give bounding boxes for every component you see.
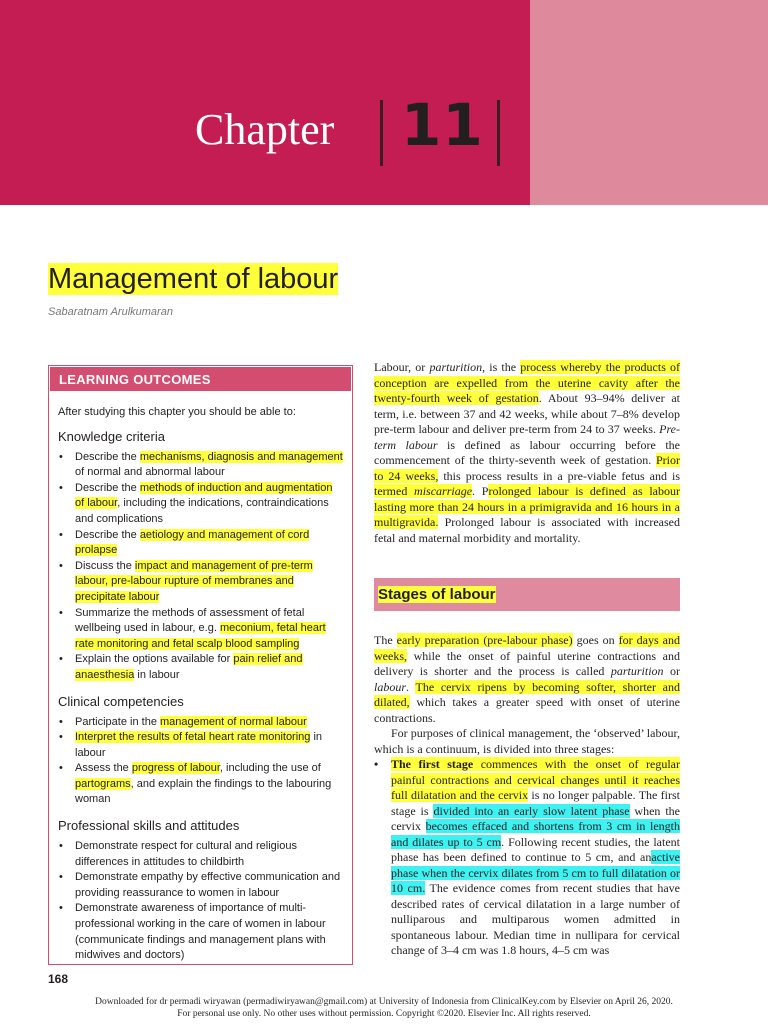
stages-paragraph-1: The early preparation (pre-labour phase) goes on for days and weeks, while the onset of painful uterine contractions and delivery is shorter and the process is called parturition or labour. The cervix ripens by becoming softer, shorter and dilated, which takes a greater speed with onset of uterine contractions. bbox=[374, 633, 680, 725]
list-item: • Describe the aetiology and management of cord prolapse bbox=[58, 528, 343, 559]
section-heading: Stages of labour bbox=[378, 586, 496, 603]
knowledge-criteria-heading: Knowledge criteria bbox=[58, 428, 165, 444]
footer-line-2: For personal use only. No other uses without permission. Copyright ©2020. Elsevier Inc. All rights reserved. bbox=[177, 1009, 591, 1019]
page-number: 168 bbox=[48, 972, 69, 986]
list-item: • Summarize the methods of assessment of fetal wellbeing used in labour, e.g. meconium, fetal heart rate monitoring and fetal scalp blood sampling bbox=[58, 606, 343, 653]
clinical-competencies-list bbox=[58, 715, 343, 809]
chapter-author: Sabaratnam Arulkumaran bbox=[48, 306, 173, 318]
knowledge-criteria-list bbox=[58, 450, 343, 684]
stages-paragraph-2: For purposes of clinical management, the ‘observed’ labour, which is a continuum, is divided into three stages: bbox=[374, 726, 680, 756]
learning-outcomes-content bbox=[58, 405, 343, 974]
list-item: • Demonstrate awareness of importance of multi-professional working in the care of women in labour (communicate findings and management plans with midwives and doctors) bbox=[58, 901, 343, 963]
clinical-competencies-heading: Clinical competencies bbox=[58, 693, 184, 709]
list-item: • Discuss the impact and management of pre-term labour, pre-labour rupture of membranes and precipitate labour bbox=[58, 559, 343, 606]
list-item: • Demonstrate respect for cultural and religious differences in attitudes to childbirth bbox=[58, 839, 343, 870]
list-item: • Describe the mechanisms, diagnosis and management of normal and abnormal labour bbox=[58, 450, 343, 481]
intro-paragraph: Labour, or parturition, is the process whereby the products of conception are expelled from the uterine cavity after the twenty-fourth week of gestation. About 93–94% deliver at term, i.e. between 37 and 42 weeks, while about 7–8% develop pre-term labour and deliver pre-term from 24 to 37 weeks. Pre-term labour is defined as labour occurring before the commencement of the thirty-seventh week of gestation. Prior to 24 weeks, this process results in a pre-viable fetus and is termed miscarriage. Prolonged labour is defined as labour lasting more than 24 hours in a primigravida and 16 hours in a multigravida. Prolonged labour is associated with increased fetal and maternal morbidity and mortality. bbox=[374, 360, 681, 545]
section-heading-bar bbox=[374, 578, 680, 611]
list-item: • Describe the methods of induction and augmentation of labour, including the indications, contraindications and complications bbox=[58, 481, 343, 528]
first-stage-item: • The first stage commences with the onset of regular painful contractions and cervical changes until it reaches full dilatation and the cervix is no longer palpable. The first stage is divided into an early slow latent phase when the cervix becomes effaced and shortens from 3 cm in length and dilates up to 5 cm. Following recent studies, the latent phase has been defined to continue to 5 cm, and anactive phase when the cervix dilates from 5 cm to full dilatation or 10 cm. The evidence comes from recent studies that have described rates of cervical dilatation in a large number of nulliparous and multiparous women admitted in spontaneous labour. Median time in nullipara for cervical change of 3–4 cm was 1.8 hours, 4–5 cm was bbox=[374, 757, 680, 959]
learning-outcomes-intro: After studying this chapter you should be able to: bbox=[58, 406, 296, 418]
footer-line-1: Downloaded for dr permadi wiryawan (permadiwiryawan@gmail.com) at University of Indonesia from ClinicalKey.com by Elsevier on April 26, 2020. bbox=[95, 997, 673, 1007]
chapter-label: Chapter bbox=[195, 105, 335, 154]
list-item: • Demonstrate empathy by effective communication and providing reassurance to women in labour bbox=[58, 870, 343, 901]
list-item: • Interpret the results of fetal heart rate monitoring in labour bbox=[58, 730, 343, 761]
chapter-divider-right bbox=[497, 100, 500, 166]
download-footer bbox=[0, 996, 768, 1020]
professional-skills-heading: Professional skills and attitudes bbox=[58, 818, 240, 834]
chapter-divider-left bbox=[380, 100, 383, 166]
list-item: • Assess the progress of labour, including the use of partograms, and explain the findings to the labouring woman bbox=[58, 761, 343, 808]
stages-body bbox=[374, 633, 680, 959]
learning-outcomes-header: LEARNING OUTCOMES bbox=[50, 367, 351, 391]
professional-skills-list bbox=[58, 839, 343, 964]
chapter-title: Management of labour bbox=[48, 263, 339, 295]
list-item: • Participate in the management of normal labour bbox=[58, 715, 343, 731]
chapter-number: 11 bbox=[401, 91, 484, 159]
list-item: • Explain the options available for pain relief and anaesthesia in labour bbox=[58, 652, 343, 683]
chapter-header-accent bbox=[530, 0, 768, 205]
